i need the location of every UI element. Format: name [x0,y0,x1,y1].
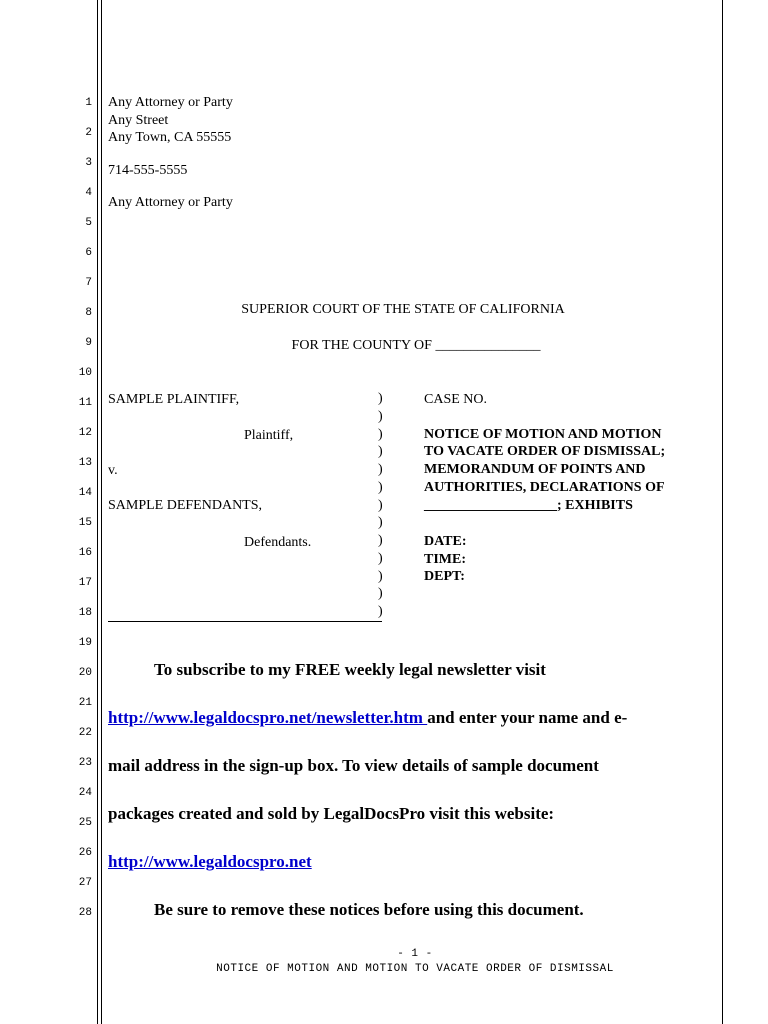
notice-line: mail address in the sign-up box. To view details of sample document [108,756,599,775]
website-link[interactable]: http://www.legaldocspro.net [108,852,312,871]
line-number: 1 [85,97,92,109]
line-number: 13 [78,457,92,469]
line-number: 2 [85,127,92,139]
caption-paren: ) [378,586,383,601]
line-number: 7 [85,277,92,289]
line-number: 26 [78,847,92,859]
document-title-line: TO VACATE ORDER OF DISMISSAL; [424,444,666,459]
notice-line [108,708,627,728]
attorney-street: Any Street [108,113,169,128]
court-county: FOR THE COUNTY OF _______________ [291,338,541,353]
notice-line: To subscribe to my FREE weekly legal newsletter visit [154,660,546,679]
line-number: 22 [78,727,92,739]
line-number: 8 [85,307,92,319]
notice-line [108,852,312,872]
line-number: 24 [78,787,92,799]
defendant-role: Defendants. [244,535,312,550]
caption-paren: ) [378,409,383,424]
document-title-line: MEMORANDUM OF POINTS AND [424,462,646,477]
attorney-for: Any Attorney or Party [108,195,233,210]
caption-paren: ) [378,569,383,584]
left-margin-rule-inner [101,0,102,1024]
line-number: 5 [85,217,92,229]
line-number: 28 [78,907,92,919]
line-number: 21 [78,697,92,709]
line-number: 17 [78,577,92,589]
notice-line: packages created and sold by LegalDocsPro visit this website: [108,804,555,823]
line-number: 4 [85,187,92,199]
caption-paren: ) [378,551,383,566]
document-title-line: AUTHORITIES, DECLARATIONS OF [424,480,665,495]
line-number: 23 [78,757,92,769]
line-number: 10 [78,367,92,379]
court-name: SUPERIOR COURT OF THE STATE OF CALIFORNIA [241,302,565,317]
hearing-time-label: TIME: [424,552,466,567]
caption-paren: ) [378,444,383,459]
plaintiff-name: SAMPLE PLAINTIFF, [108,392,240,407]
line-number: 6 [85,247,92,259]
line-number: 27 [78,877,92,889]
versus-label: v. [108,463,118,478]
caption-paren: ) [378,515,383,530]
caption-paren: ) [378,427,383,442]
caption-paren: ) [378,462,383,477]
newsletter-link[interactable]: http://www.legaldocspro.net/newsletter.htm [108,708,428,727]
document-title-line: ___________________; EXHIBITS [424,498,633,513]
caption-paren: ) [378,498,383,513]
line-number: 11 [78,397,92,409]
page-number: - 1 - [397,948,433,960]
document-title-line: NOTICE OF MOTION AND MOTION [424,427,662,442]
notice-line: Be sure to remove these notices before using this document. [154,900,584,919]
right-margin-rule [722,0,723,1024]
line-number: 18 [78,607,92,619]
line-number: 25 [78,817,92,829]
attorney-name: Any Attorney or Party [108,95,233,110]
hearing-date-label: DATE: [424,534,467,549]
line-number: 3 [85,157,92,169]
line-number: 19 [78,637,92,649]
caption-paren: ) [378,391,383,406]
caption-paren: ) [378,533,383,548]
case-number-label: CASE NO. [424,392,488,407]
line-number: 20 [78,667,92,679]
plaintiff-role: Plaintiff, [244,428,294,443]
line-number: 12 [78,427,92,439]
hearing-dept-label: DEPT: [424,569,465,584]
line-number: 14 [78,487,92,499]
notice-line-text: and enter your name and e- [427,708,628,727]
attorney-phone: 714-555-5555 [108,163,188,178]
left-margin-rule-outer [97,0,98,1024]
attorney-city: Any Town, CA 55555 [108,130,232,145]
line-number: 15 [78,517,92,529]
footer-title: NOTICE OF MOTION AND MOTION TO VACATE ORDER OF DISMISSAL [216,963,614,975]
defendant-name: SAMPLE DEFENDANTS, [108,498,263,513]
line-number: 16 [78,547,92,559]
caption-paren: ) [378,604,383,619]
caption-bottom-rule [108,621,382,622]
caption-paren: ) [378,480,383,495]
line-number: 9 [85,337,92,349]
